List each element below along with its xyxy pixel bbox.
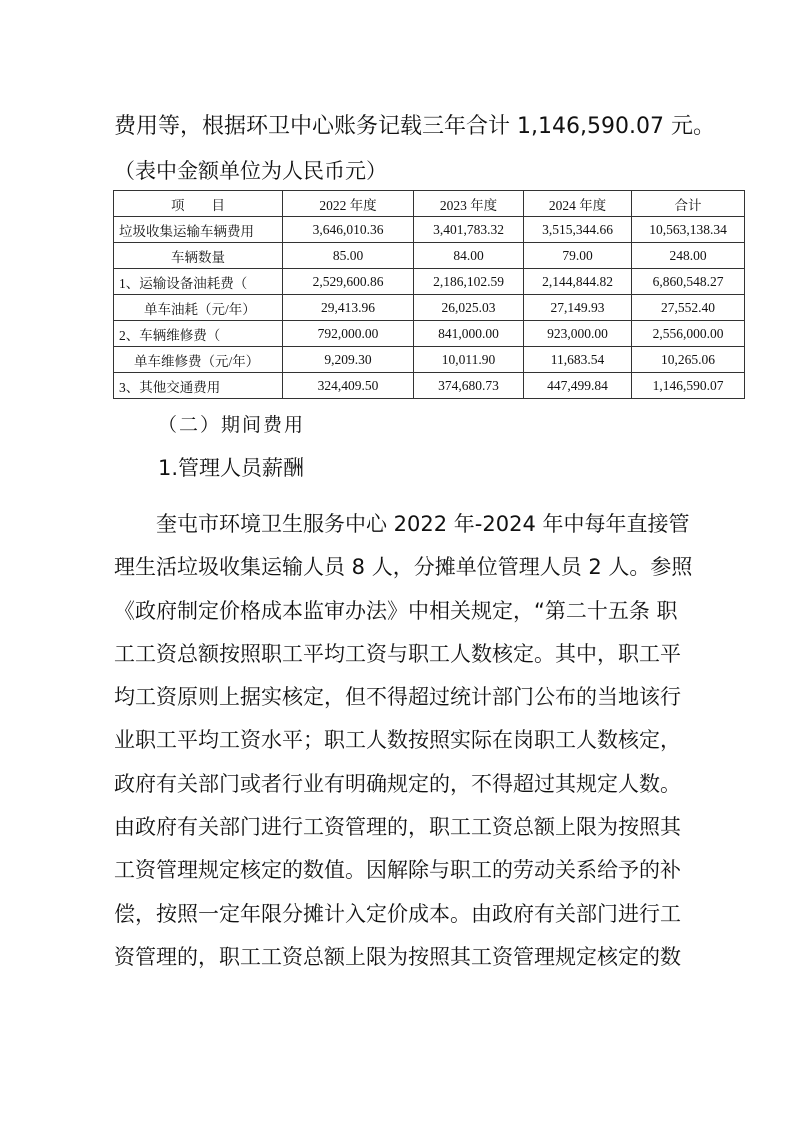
cell: 10,563,138.34 <box>632 217 745 243</box>
paragraph-line: 均工资原则上据实核定，但不得超过统计部门公布的当地该行 <box>114 685 681 709</box>
cell: 6,860,548.27 <box>632 269 745 295</box>
cell: 27,149.93 <box>524 295 632 321</box>
table-row <box>114 373 745 399</box>
cell: 10,011.90 <box>414 347 524 373</box>
header-total: 合计 <box>632 191 745 217</box>
cell: 10,265.06 <box>632 347 745 373</box>
paragraph-line: 政府有关部门或者行业有明确规定的，不得超过其规定人数。 <box>114 772 681 796</box>
table-row <box>114 243 745 269</box>
table-row <box>114 295 745 321</box>
cell: 374,680.73 <box>414 373 524 399</box>
cell: 324,409.50 <box>283 373 414 399</box>
paragraph-line: 理生活垃圾收集运输人员 8 人，分摊单位管理人员 2 人。参照 <box>114 555 693 579</box>
section-heading: （二）期间费用 <box>158 414 306 436</box>
paragraph-line: 偿，按照一定年限分摊计入定价成本。由政府有关部门进行工 <box>114 902 681 926</box>
cell: 2,529,600.86 <box>283 269 414 295</box>
header-item: 项 目 <box>114 191 283 217</box>
row-label: 垃圾收集运输车辆费用 <box>114 217 283 243</box>
table-row <box>114 269 745 295</box>
cell: 923,000.00 <box>524 321 632 347</box>
paragraph-line: 《政府制定价格成本监审办法》中相关规定，“第二十五条 职 <box>114 599 678 623</box>
cell: 2,186,102.59 <box>414 269 524 295</box>
paragraph-line: 工资管理规定核定的数值。因解除与职工的劳动关系给予的补 <box>114 858 681 882</box>
cell: 9,209.30 <box>283 347 414 373</box>
cell: 841,000.00 <box>414 321 524 347</box>
cell: 2,556,000.00 <box>632 321 745 347</box>
cell: 3,515,344.66 <box>524 217 632 243</box>
row-label: 单车维修费（元/年） <box>114 347 283 373</box>
paragraph-line: 业职工平均工资水平；职工人数按照实际在岗职工人数核定， <box>114 728 681 752</box>
cell: 3,401,783.32 <box>414 217 524 243</box>
paragraph-line: 工工资总额按照职工平均工资与职工人数核定。其中，职工平 <box>114 642 681 666</box>
row-label: 2、车辆维修费（ <box>114 321 283 347</box>
cell: 84.00 <box>414 243 524 269</box>
header-2023: 2023 年度 <box>414 191 524 217</box>
table-row <box>114 321 745 347</box>
cell: 27,552.40 <box>632 295 745 321</box>
cost-table <box>113 190 745 399</box>
subsection-heading: 1.管理人员薪酬 <box>158 456 305 480</box>
cell: 248.00 <box>632 243 745 269</box>
cell: 1,146,590.07 <box>632 373 745 399</box>
paragraph-line: 由政府有关部门进行工资管理的，职工工资总额上限为按照其 <box>114 815 681 839</box>
paragraph-line: 资管理的，职工工资总额上限为按照其工资管理规定核定的数 <box>114 945 681 969</box>
table-header-row <box>114 191 745 217</box>
cell: 29,413.96 <box>283 295 414 321</box>
cell: 26,025.03 <box>414 295 524 321</box>
cell: 3,646,010.36 <box>283 217 414 243</box>
cell: 792,000.00 <box>283 321 414 347</box>
row-label: 1、运输设备油耗费（ <box>114 269 283 295</box>
intro-line: 费用等，根据环卫中心账务记载三年合计 1,146,590.07 元。 <box>114 114 715 139</box>
cell: 79.00 <box>524 243 632 269</box>
cell: 11,683.54 <box>524 347 632 373</box>
cell: 85.00 <box>283 243 414 269</box>
cell: 447,499.84 <box>524 373 632 399</box>
row-label: 3、其他交通费用 <box>114 373 283 399</box>
row-label: 车辆数量 <box>114 243 283 269</box>
header-2022: 2022 年度 <box>283 191 414 217</box>
table-row <box>114 217 745 243</box>
table-row <box>114 347 745 373</box>
header-2024: 2024 年度 <box>524 191 632 217</box>
table-caption: （表中金额单位为人民币元） <box>114 159 387 183</box>
paragraph-line: 奎屯市环境卫生服务中心 2022 年-2024 年中每年直接管 <box>114 512 690 536</box>
row-label: 单车油耗（元/年） <box>114 295 283 321</box>
cell: 2,144,844.82 <box>524 269 632 295</box>
